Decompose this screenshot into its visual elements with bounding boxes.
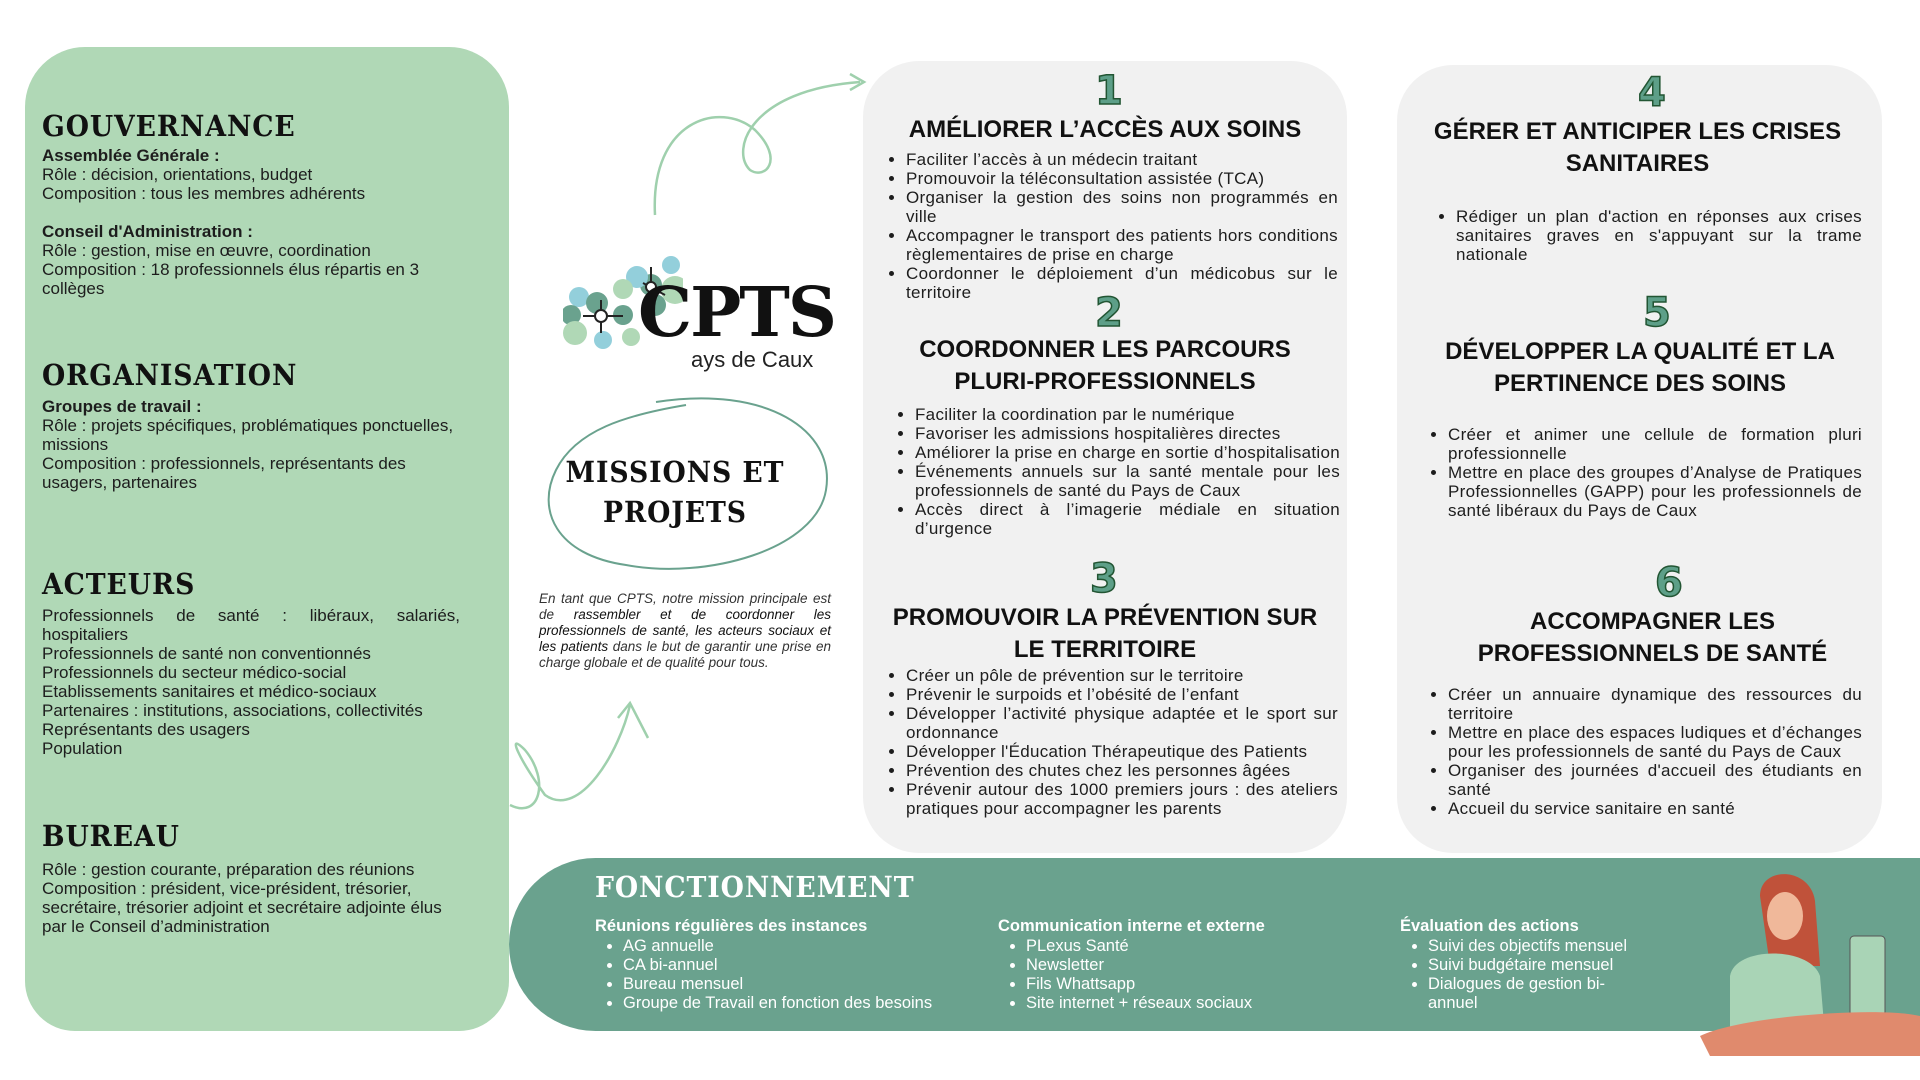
gt-role: Rôle : projets spécifiques, problématiques ponctuelles, missions: [42, 416, 454, 454]
fonctionnement-item: • Newsletter: [1026, 956, 1388, 975]
mission-item: • Événements annuels sur la santé mentale pour les professionnels de santé du Pays de Caux: [915, 462, 1340, 500]
acteurs-section: [42, 567, 460, 758]
mission-item: • Développer l'Éducation Thérapeutique des Patients: [906, 742, 1338, 761]
ag-role: Rôle : décision, orientations, budget: [42, 165, 313, 184]
cpts-logo: [563, 245, 843, 375]
mission-item: • Rédiger un plan d'action en réponses aux crises sanitaires graves en s'appuyant sur la trame nationale: [1456, 207, 1862, 264]
mission-item: • Accès direct à l’imagerie médiale en situation d’urgence: [915, 500, 1340, 538]
bureau-section: [42, 819, 460, 936]
logo-main-text: CPTS: [638, 273, 835, 353]
mission-item: • Accompagner le transport des patients hors conditions règlementaires de prise en charge: [906, 226, 1338, 264]
intro-text: En tant que CPTS, notre mission principale est de rassembler et de coordonner les professionnels de santé, les acteurs sociaux et les patients dans le but de garantir une prise en charge globale et de qualité pour tous.: [539, 591, 831, 670]
mission-list: [1428, 685, 1862, 818]
acteur-item: Professionnels du secteur médico-social: [42, 663, 347, 682]
mission-item: • Mettre en place des groupes d’Analyse de Pratiques Professionnelles (GAPP) pour les professionnels de santé libéraux du Pays de Caux: [1448, 463, 1862, 520]
mission-title: ACCOMPAGNER LES PROFESSIONNELS DE SANTÉ: [1477, 608, 1828, 667]
acteur-item: Professionnels de santé non conventionnés: [42, 644, 371, 663]
mission-item: • Créer et animer une cellule de formation pluri professionnelle: [1448, 425, 1862, 463]
fonctionnement-title: FONCTIONNEMENT: [595, 870, 915, 904]
mission-item: • Prévention des chutes chez les personnes âgées: [906, 761, 1338, 780]
mission-item: • Organiser des journées d'accueil des étudiants en santé: [1448, 761, 1862, 799]
mission-list: [886, 150, 1338, 302]
mission-item: • Créer un annuaire dynamique des ressources du territoire: [1448, 685, 1862, 723]
fonctionnement-item: • Suivi budgétaire mensuel: [1428, 956, 1650, 975]
fonctionnement-item: • PLexus Santé: [1026, 937, 1388, 956]
mission-number: 5: [1643, 290, 1671, 336]
fonctionnement-item: • CA bi-annuel: [623, 956, 985, 975]
gt-title: Groupes de travail :: [42, 397, 202, 416]
mission-item: • Coordonner le déploiement d’un médicobus sur le territoire: [906, 264, 1338, 302]
missions-title-line: PROJETS: [602, 495, 748, 529]
organisation-section: [42, 358, 460, 492]
fonctionnement-item: • Suivi des objectifs mensuel: [1428, 937, 1650, 956]
fonctionnement-col-title: Réunions régulières des instances: [595, 917, 868, 935]
mission-title: AMÉLIORER L’ACCÈS AUX SOINS: [908, 116, 1302, 143]
mission-list: [1436, 207, 1862, 264]
mission-title: DÉVELOPPER LA QUALITÉ ET LA PERTINENCE DES SOINS: [1445, 338, 1835, 397]
bureau-composition: Composition : président, vice-président, trésorier, secrétaire, trésorier adjoint et secrétaire adjointe élus par le Conseil d’administration: [42, 879, 442, 936]
acteur-item: Partenaires : institutions, associations, collectivités: [42, 701, 423, 720]
missions-title: [560, 452, 790, 532]
fonctionnement-item: • Site internet + réseaux sociaux: [1026, 994, 1388, 1013]
fonctionnement-list: [1400, 937, 1650, 1013]
mission-list: [1428, 425, 1862, 520]
mission-title: GÉRER ET ANTICIPER LES CRISES SANITAIRES: [1433, 118, 1842, 177]
fonctionnement-item: • AG annuelle: [623, 937, 985, 956]
mission-item: • Améliorer la prise en charge en sortie d’hospitalisation: [915, 443, 1340, 462]
gt-composition: Composition : professionnels, représentants des usagers, partenaires: [42, 454, 406, 492]
fonctionnement-list: [595, 937, 985, 1013]
gouvernance-title: GOUVERNANCE: [42, 109, 296, 143]
acteur-item: Représentants des usagers: [42, 720, 250, 739]
bureau-role: Rôle : gestion courante, préparation des réunions: [42, 860, 415, 879]
mission-item: • Favoriser les admissions hospitalières directes: [915, 424, 1340, 443]
mission-number: 2: [1095, 290, 1123, 336]
fonctionnement-bar: [509, 858, 1920, 1031]
mission-item: • Prévenir autour des 1000 premiers jours : des ateliers pratiques pour accompagner les parents: [906, 780, 1338, 818]
logo-sub-text: ays de Caux: [691, 347, 814, 372]
mission-title: COORDONNER LES PARCOURS PLURI-PROFESSIONNELS: [919, 336, 1291, 395]
mission-item: • Développer l’activité physique adaptée et le sport sur ordonnance: [906, 704, 1338, 742]
acteur-item: Population: [42, 739, 123, 758]
mission-number: 4: [1638, 70, 1666, 116]
fonctionnement-col-title: Évaluation des actions: [1400, 917, 1579, 935]
mission-number: 3: [1090, 556, 1118, 602]
organisation-title: ORGANISATION: [42, 358, 298, 392]
mission-number: 6: [1655, 560, 1683, 606]
mission-item: • Promouvoir la téléconsultation assistée (TCA): [906, 169, 1338, 188]
mission-item: • Mettre en place des espaces ludiques et d’échanges pour les professionnels de santé du Pays de Caux: [1448, 723, 1862, 761]
fonctionnement-list: [998, 937, 1388, 1013]
fonctionnement-item: • Bureau mensuel: [623, 975, 985, 994]
fonctionnement-item: • Fils Whattsapp: [1026, 975, 1388, 994]
ca-composition: Composition : 18 professionnels élus répartis en 3 collèges: [42, 260, 420, 298]
fonctionnement-item: • Groupe de Travail en fonction des besoins: [623, 994, 985, 1013]
mission-title: PROMOUVOIR LA PRÉVENTION SUR LE TERRITOIRE: [892, 604, 1318, 663]
missions-title-line: MISSIONS ET: [565, 455, 785, 489]
gouvernance-section: [42, 109, 460, 298]
mission-item: • Prévenir le surpoids et l’obésité de l’enfant: [906, 685, 1338, 704]
mission-list: [895, 405, 1340, 538]
acteurs-title: ACTEURS: [42, 567, 196, 601]
bureau-title: BUREAU: [42, 819, 180, 853]
mission-item: • Faciliter la coordination par le numérique: [915, 405, 1340, 424]
ca-title: Conseil d'Administration :: [42, 222, 253, 241]
woman-on-phone-illustration: [1700, 866, 1920, 1056]
fonctionnement-col-title: Communication interne et externe: [998, 917, 1265, 935]
acteur-item: Professionnels de santé : libéraux, salariés, hospitaliers: [42, 606, 460, 644]
acteur-item: Etablissements sanitaires et médico-sociaux: [42, 682, 377, 701]
mission-number: 1: [1095, 68, 1123, 114]
mission-list: [886, 666, 1338, 818]
mission-item: • Créer un pôle de prévention sur le territoire: [906, 666, 1338, 685]
fonctionnement-item: • Dialogues de gestion bi-annuel: [1428, 975, 1650, 1013]
ag-title: Assemblée Générale :: [42, 146, 220, 165]
mission-item: • Faciliter l’accès à un médecin traitant: [906, 150, 1338, 169]
mission-item: • Accueil du service sanitaire en santé: [1448, 799, 1862, 818]
ag-composition: Composition : tous les membres adhérents: [42, 184, 366, 203]
ca-role: Rôle : gestion, mise en œuvre, coordination: [42, 241, 371, 260]
mission-item: • Organiser la gestion des soins non programmés en ville: [906, 188, 1338, 226]
